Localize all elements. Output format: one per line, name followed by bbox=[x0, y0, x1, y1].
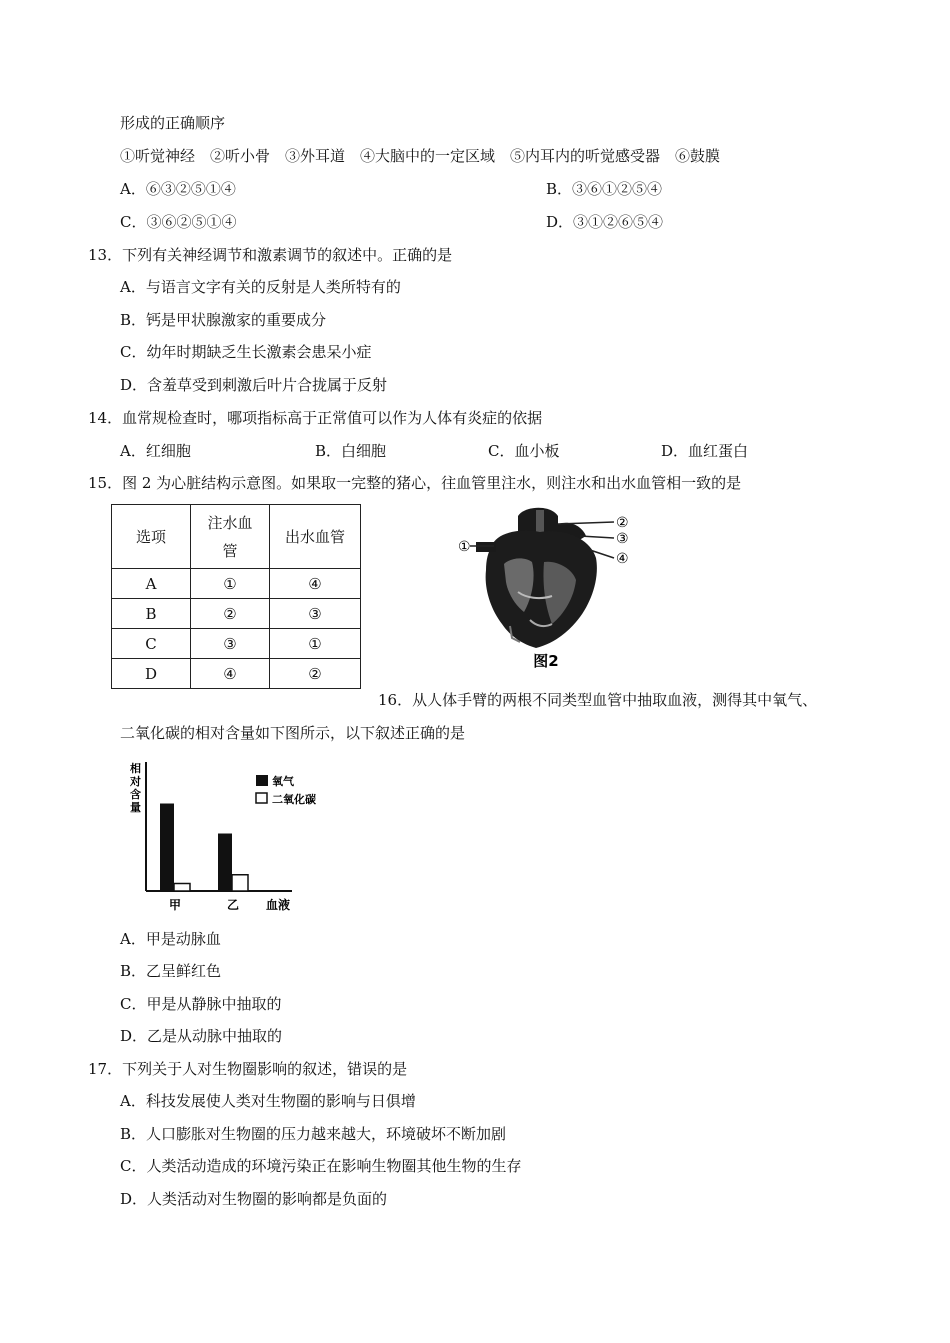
q14-option-a[interactable]: A．红细胞 bbox=[120, 442, 191, 460]
q17-stem: 17．下列关于人对生物圈影响的叙述，错误的是 bbox=[88, 1060, 408, 1078]
y-axis-label-char: 含 bbox=[130, 788, 141, 801]
bar-oxygen-1 bbox=[218, 834, 232, 892]
y-axis-label-text bbox=[129, 761, 141, 814]
heart-label-4: ④ bbox=[616, 551, 629, 567]
q14-option-c[interactable]: C．血小板 bbox=[488, 442, 560, 460]
blood-gas-bar-chart bbox=[126, 758, 336, 916]
q14-stem: 14．血常规检查时，哪项指标高于正常值可以作为人体有炎症的依据 bbox=[88, 409, 543, 427]
q16-option-d[interactable]: D．乙是从动脉中抽取的 bbox=[120, 1027, 283, 1045]
table-row[interactable] bbox=[112, 659, 361, 689]
q12-option-d[interactable]: D．③①②⑥⑤④ bbox=[546, 213, 664, 231]
bars-group bbox=[160, 804, 248, 892]
table-row[interactable] bbox=[112, 569, 361, 599]
heart-illustration bbox=[476, 508, 597, 648]
q14-option-b[interactable]: B．白细胞 bbox=[315, 442, 387, 460]
q17-option-d[interactable]: D．人类活动对生物圈的影响都是负面的 bbox=[120, 1190, 388, 1208]
table-cell-inflow: ④ bbox=[191, 659, 270, 689]
q17-option-c[interactable]: C．人类活动造成的环境污染正在影响生物圈其他生物的生存 bbox=[120, 1157, 522, 1175]
y-axis-label-char: 对 bbox=[130, 775, 141, 788]
q16-stem-line2: 二氧化碳的相对含量如下图所示，以下叙述正确的是 bbox=[120, 724, 466, 742]
heart-diagram bbox=[440, 502, 640, 672]
leader-line-3 bbox=[580, 536, 614, 538]
legend-label-co2: 二氧化碳 bbox=[272, 793, 316, 806]
table-cell-option: D bbox=[112, 659, 191, 689]
q14-option-d[interactable]: D．血红蛋白 bbox=[661, 442, 749, 460]
heart-label-2: ② bbox=[616, 515, 629, 531]
leader-line-2 bbox=[558, 522, 614, 524]
table-header-inflow bbox=[191, 505, 270, 569]
table-cell-option: C bbox=[112, 629, 191, 659]
q12-stem-continuation: 形成的正确顺序 bbox=[120, 114, 226, 132]
table-header-inflow-line2: 管 bbox=[222, 541, 238, 560]
q12-option-a[interactable]: A．⑥③②⑤①④ bbox=[120, 180, 236, 198]
q12-option-b[interactable]: B．③⑥①②⑤④ bbox=[546, 180, 663, 198]
table-cell-outflow: ① bbox=[270, 629, 361, 659]
table-header-outflow: 出水血管 bbox=[270, 505, 361, 569]
table-cell-outflow: ④ bbox=[270, 569, 361, 599]
q13-stem: 13．下列有关神经调节和激素调节的叙述中。正确的是 bbox=[88, 246, 453, 264]
legend-swatch-oxygen bbox=[256, 775, 268, 786]
heart-label-3: ③ bbox=[616, 531, 629, 547]
x-tick-label-yi: 乙 bbox=[226, 898, 240, 912]
heart-label-1: ① bbox=[458, 539, 471, 555]
q17-option-a[interactable]: A．科技发展使人类对生物圈的影响与日俱增 bbox=[120, 1092, 416, 1110]
q17-option-b[interactable]: B．人口膨胀对生物圈的压力越来越大，环境破坏不断加剧 bbox=[120, 1125, 507, 1143]
legend-label-oxygen: 氧气 bbox=[272, 775, 294, 788]
q15-stem: 15．图 2 为心脏结构示意图。如果取一完整的猪心，往血管里注水，则注水和出水血管相一致的是 bbox=[88, 474, 742, 492]
table-cell-outflow: ② bbox=[270, 659, 361, 689]
bar-oxygen-0 bbox=[160, 804, 174, 892]
q16-option-b[interactable]: B．乙呈鲜红色 bbox=[120, 962, 222, 980]
table-header-inflow-line1: 注水血 bbox=[207, 513, 253, 532]
table-cell-option: B bbox=[112, 599, 191, 629]
table-row[interactable] bbox=[112, 599, 361, 629]
x-axis-label: 血液 bbox=[265, 898, 291, 912]
q13-option-b[interactable]: B．钙是甲状腺激家的重要成分 bbox=[120, 311, 327, 329]
y-axis-label-char: 量 bbox=[130, 801, 141, 814]
table-cell-option: A bbox=[112, 569, 191, 599]
figure-caption: 图2 bbox=[533, 652, 559, 670]
x-tick-label-jia: 甲 bbox=[168, 898, 182, 912]
q13-option-c[interactable]: C．幼年时期缺乏生长激素会患呆小症 bbox=[120, 343, 372, 361]
table-cell-inflow: ① bbox=[191, 569, 270, 599]
q12-items: ①听觉神经 ②听小骨 ③外耳道 ④大脑中的一定区域 ⑤内耳内的听觉感受器 ⑥鼓膜 bbox=[120, 147, 721, 165]
table-cell-inflow: ③ bbox=[191, 629, 270, 659]
table-header-option: 选项 bbox=[112, 505, 191, 569]
legend-swatch-co2 bbox=[256, 793, 267, 803]
q12-option-c[interactable]: C．③⑥②⑤①④ bbox=[120, 213, 237, 231]
y-axis-label-char: 相 bbox=[130, 762, 141, 775]
q16-option-a[interactable]: A．甲是动脉血 bbox=[120, 930, 221, 948]
bar-co2-1 bbox=[232, 875, 248, 891]
bar-co2-0 bbox=[174, 884, 190, 892]
q15-options-table bbox=[111, 504, 361, 689]
y-axis-label bbox=[129, 761, 141, 814]
table-cell-inflow: ② bbox=[191, 599, 270, 629]
table-row[interactable] bbox=[112, 629, 361, 659]
q13-option-d[interactable]: D．含羞草受到刺激后叶片合拢属于反射 bbox=[120, 376, 388, 394]
q13-option-a[interactable]: A．与语言文字有关的反射是人类所特有的 bbox=[120, 278, 401, 296]
q16-stem-line1: 16．从人体手臂的两根不同类型血管中抽取血液，测得其中氧气、 bbox=[378, 691, 818, 709]
table-cell-outflow: ③ bbox=[270, 599, 361, 629]
q16-option-c[interactable]: C．甲是从静脉中抽取的 bbox=[120, 995, 282, 1013]
